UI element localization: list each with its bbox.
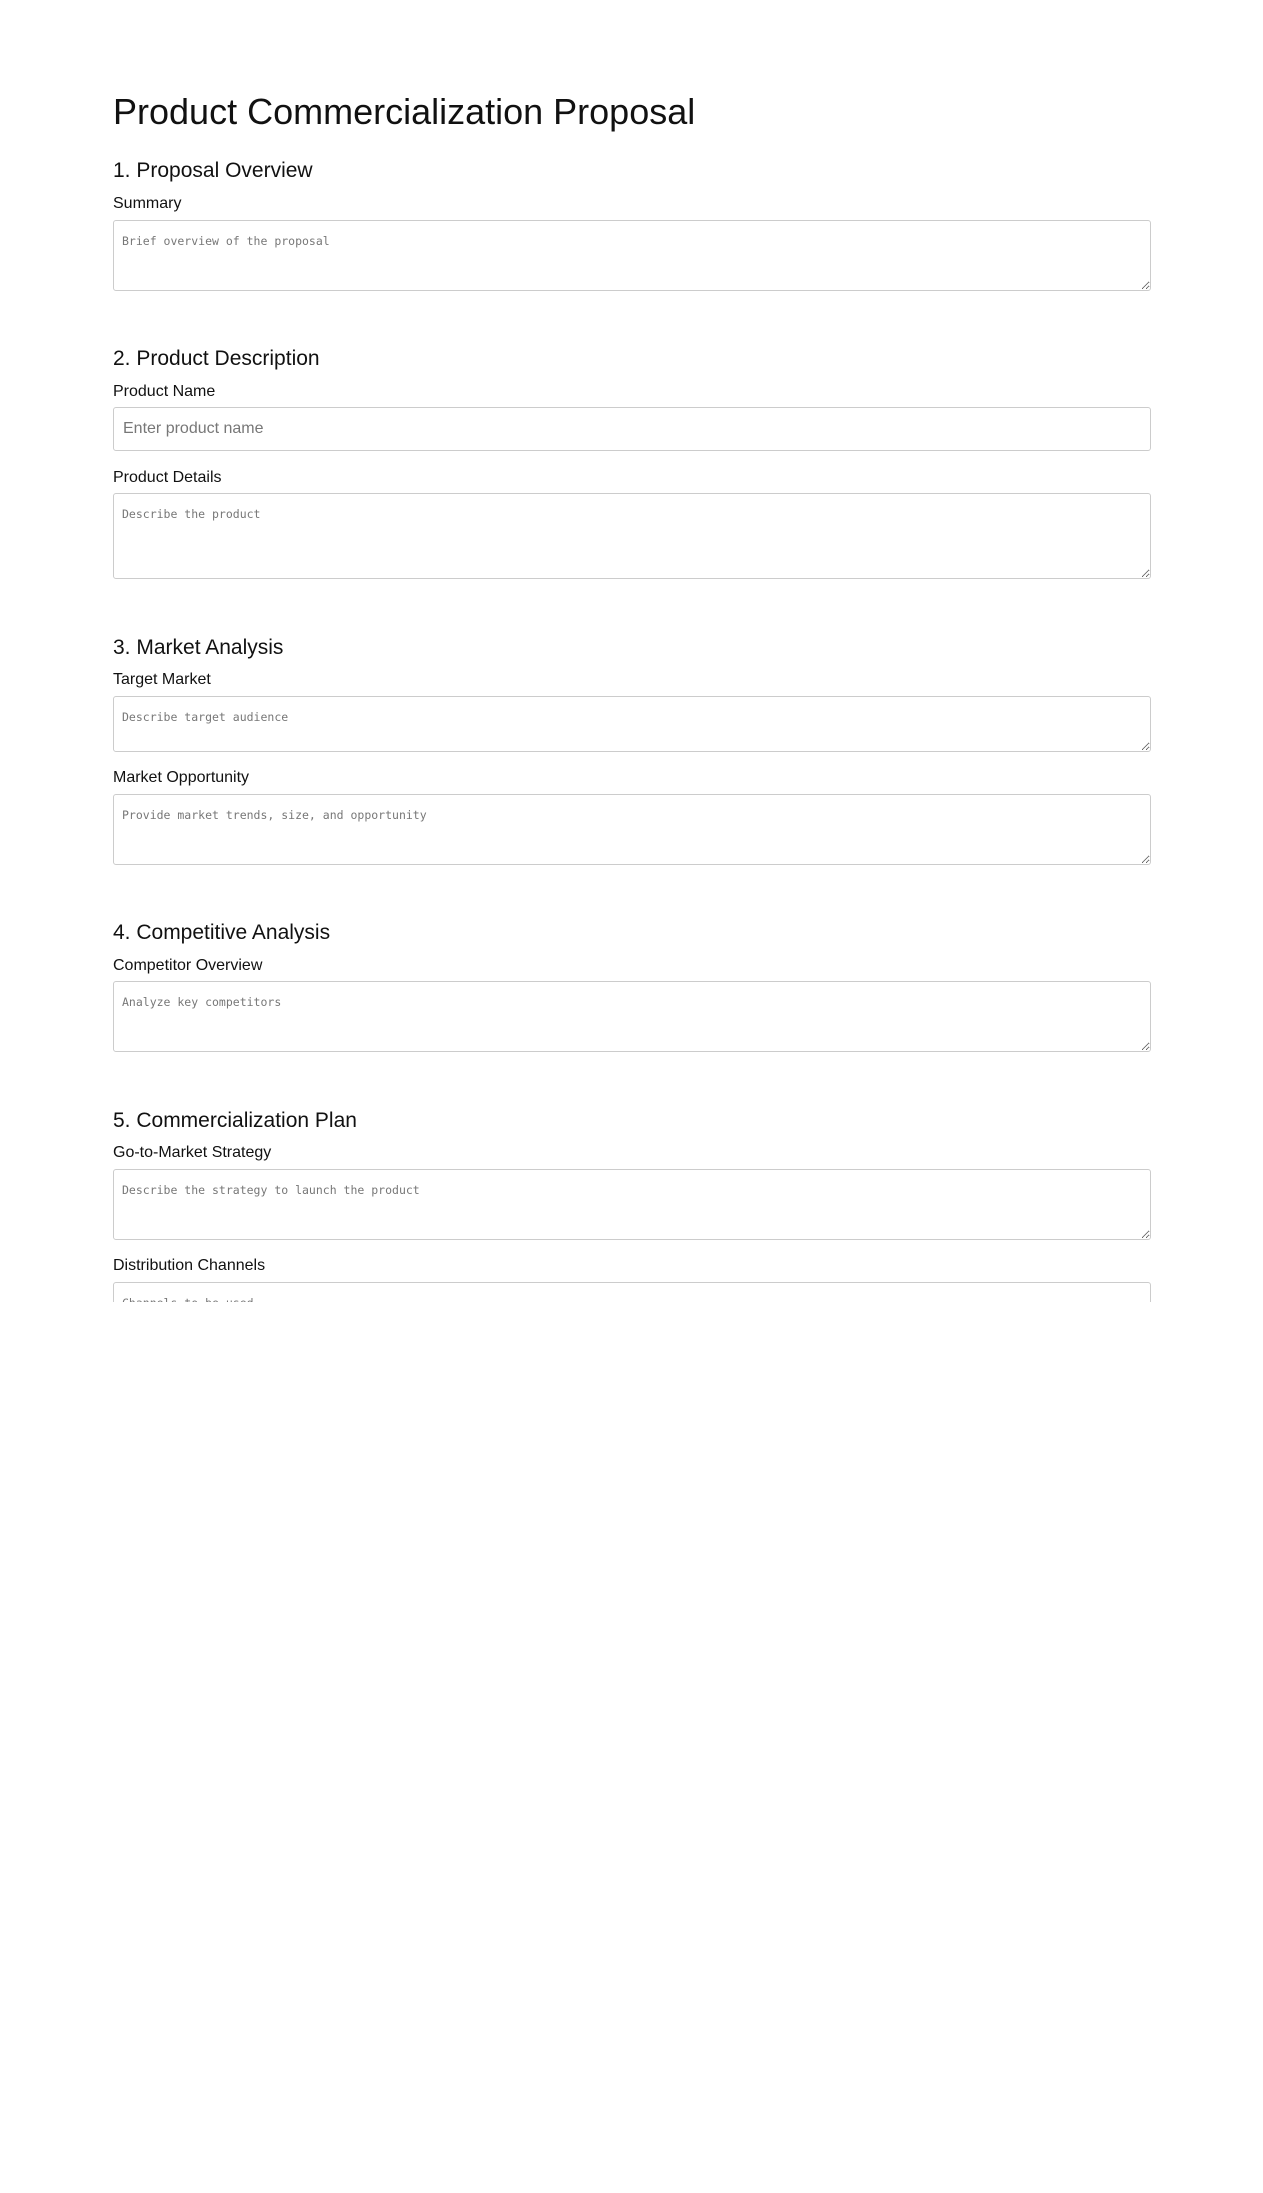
competitor-overview-textarea[interactable] — [113, 981, 1151, 1052]
page-title: Product Commercialization Proposal — [113, 91, 696, 132]
competitor-overview-label: Competitor Overview — [113, 957, 263, 974]
go-to-market-strategy-label: Go-to-Market Strategy — [113, 1144, 272, 1161]
product-name-label: Product Name — [113, 383, 216, 400]
summary-label: Summary — [113, 195, 182, 212]
target-market-label: Target Market — [113, 671, 211, 688]
distribution-channels-label: Distribution Channels — [113, 1257, 266, 1274]
product-details-label: Product Details — [113, 469, 222, 486]
distribution-channels-textarea[interactable] — [113, 1282, 1151, 1302]
market-opportunity-textarea[interactable] — [113, 794, 1151, 865]
product-details-textarea[interactable] — [113, 493, 1151, 579]
target-market-textarea[interactable] — [113, 696, 1151, 752]
product-name-input[interactable] — [113, 407, 1151, 451]
section-heading-commercialization-plan: 5. Commercialization Plan — [113, 1109, 357, 1132]
section-heading-competitive-analysis: 4. Competitive Analysis — [113, 921, 331, 944]
section-heading-product-description: 2. Product Description — [113, 347, 320, 370]
go-to-market-strategy-textarea[interactable] — [113, 1169, 1151, 1240]
market-opportunity-label: Market Opportunity — [113, 769, 250, 786]
summary-textarea[interactable] — [113, 220, 1151, 291]
section-heading-market-analysis: 3. Market Analysis — [113, 636, 284, 659]
section-heading-proposal-overview: 1. Proposal Overview — [113, 159, 313, 182]
